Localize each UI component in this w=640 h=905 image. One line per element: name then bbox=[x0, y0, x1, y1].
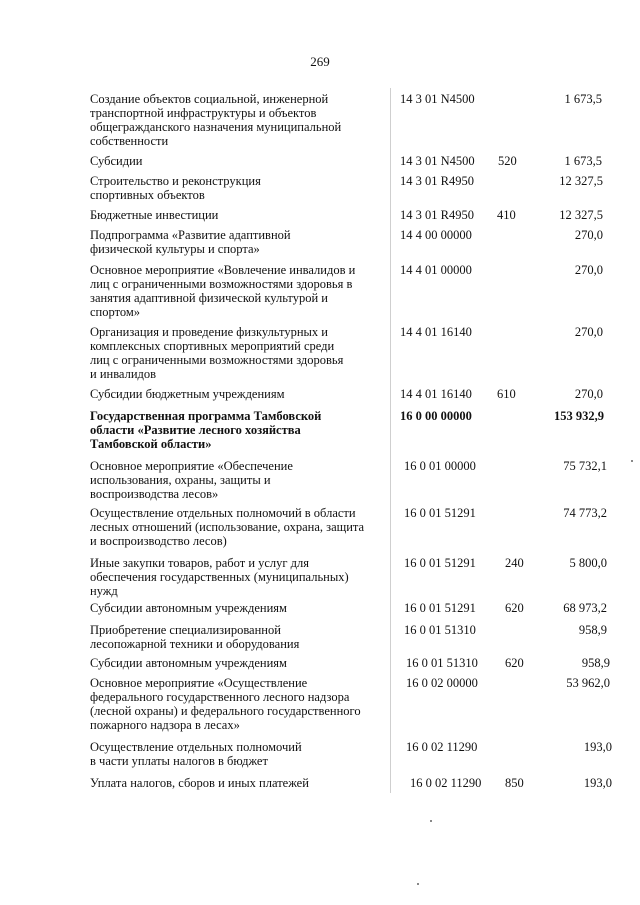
row-target-code: 14 4 01 16140 bbox=[400, 387, 472, 401]
row-name-line: Приобретение специализированной bbox=[90, 623, 281, 637]
row-target-code: 16 0 01 51310 bbox=[406, 656, 478, 670]
row-expense-type: 620 bbox=[505, 656, 524, 670]
row-name bbox=[90, 154, 390, 168]
row-name bbox=[90, 174, 390, 202]
row-name bbox=[90, 228, 390, 256]
row-name bbox=[90, 623, 390, 651]
row-name-line: Основное мероприятие «Вовлечение инвалидов и bbox=[90, 263, 356, 277]
row-amount: 270,0 bbox=[574, 325, 603, 339]
row-name-line: области «Развитие лесного хозяйства bbox=[90, 423, 301, 437]
row-name-line: федерального государственного лесного надзора bbox=[90, 690, 350, 704]
row-target-code: 14 3 01 N4500 bbox=[400, 92, 475, 106]
row-amount: 75 732,1 bbox=[563, 459, 607, 473]
row-amount: 270,0 bbox=[574, 263, 603, 277]
row-amount: 270,0 bbox=[574, 228, 603, 242]
row-amount: 1 673,5 bbox=[564, 92, 602, 106]
row-target-code: 16 0 02 11290 bbox=[406, 740, 478, 754]
row-name-line: Организация и проведение физкультурных и bbox=[90, 325, 328, 339]
row-name-line: лесных отношений (использование, охрана, защита bbox=[90, 520, 365, 534]
row-target-code: 14 3 01 R4950 bbox=[400, 174, 474, 188]
row-amount: 68 973,2 bbox=[563, 601, 607, 615]
row-expense-type: 850 bbox=[505, 776, 524, 790]
row-target-code: 14 3 01 N4500 bbox=[400, 154, 475, 168]
row-name-line: Основное мероприятие «Осуществление bbox=[90, 676, 308, 690]
row-name-line: Основное мероприятие «Обеспечение bbox=[90, 459, 293, 473]
row-amount: 153 932,9 bbox=[554, 409, 604, 423]
row-expense-type: 240 bbox=[505, 556, 524, 570]
row-name-line: Создание объектов социальной, инженерной bbox=[90, 92, 329, 106]
row-amount: 1 673,5 bbox=[564, 154, 602, 168]
row-target-code: 16 0 02 11290 bbox=[410, 776, 482, 790]
row-name bbox=[90, 676, 390, 732]
row-name-line: обеспечения государственных (муниципальных) bbox=[90, 570, 349, 584]
row-target-code: 14 4 00 00000 bbox=[400, 228, 472, 242]
row-name-line: и воспроизводство лесов) bbox=[90, 534, 227, 548]
row-target-code: 16 0 01 51291 bbox=[404, 556, 476, 570]
row-name-line: спортивных объектов bbox=[90, 188, 205, 202]
row-name bbox=[90, 208, 390, 222]
row-expense-type: 620 bbox=[505, 601, 524, 615]
row-name-line: в части уплаты налогов в бюджет bbox=[90, 754, 268, 768]
row-name bbox=[90, 601, 390, 615]
row-amount: 5 800,0 bbox=[569, 556, 607, 570]
row-name-line: физической культуры и спорта» bbox=[90, 242, 260, 256]
row-name-line: Тамбовской области» bbox=[90, 437, 212, 451]
row-name-line: Субсидии автономным учреждениям bbox=[90, 656, 287, 670]
row-name bbox=[90, 325, 390, 381]
row-target-code: 16 0 00 00000 bbox=[400, 409, 472, 423]
row-amount: 193,0 bbox=[583, 776, 612, 790]
row-name-line: Строительство и реконструкция bbox=[90, 174, 261, 188]
row-name-line: лесопожарной техники и оборудования bbox=[90, 637, 300, 651]
row-name-line: Осуществление отдельных полномочий в области bbox=[90, 506, 356, 520]
row-name bbox=[90, 263, 390, 319]
row-amount: 53 962,0 bbox=[566, 676, 610, 690]
row-name bbox=[90, 409, 390, 451]
row-target-code: 14 3 01 R4950 bbox=[400, 208, 474, 222]
column-divider bbox=[390, 88, 391, 793]
row-expense-type: 410 bbox=[497, 208, 516, 222]
row-name-line: (лесной охраны) и федерального государственного bbox=[90, 704, 361, 718]
row-name bbox=[90, 556, 390, 598]
row-name bbox=[90, 92, 390, 148]
row-name-line: Субсидии bbox=[90, 154, 143, 168]
row-amount: 193,0 bbox=[583, 740, 612, 754]
row-target-code: 16 0 02 00000 bbox=[406, 676, 478, 690]
row-name-line: комплексных спортивных мероприятий среди bbox=[90, 339, 335, 353]
row-target-code: 16 0 01 00000 bbox=[404, 459, 476, 473]
row-amount: 12 327,5 bbox=[559, 174, 603, 188]
row-name-line: Государственная программа Тамбовской bbox=[90, 409, 322, 423]
row-name bbox=[90, 506, 390, 548]
row-name-line: лиц с ограниченными возможностями здоровья bbox=[90, 353, 344, 367]
row-name-line: Уплата налогов, сборов и иных платежей bbox=[90, 776, 309, 790]
row-name-line: и инвалидов bbox=[90, 367, 157, 381]
row-name-line: использования, охраны, защиты и bbox=[90, 473, 271, 487]
row-target-code: 16 0 01 51291 bbox=[404, 506, 476, 520]
row-name bbox=[90, 459, 390, 501]
row-name-line: воспроизводства лесов» bbox=[90, 487, 219, 501]
row-name-line: Бюджетные инвестиции bbox=[90, 208, 219, 222]
scan-mark bbox=[430, 820, 432, 822]
row-target-code: 16 0 01 51310 bbox=[404, 623, 476, 637]
row-name-line: Иные закупки товаров, работ и услуг для bbox=[90, 556, 310, 570]
row-target-code: 14 4 01 00000 bbox=[400, 263, 472, 277]
row-name-line: Субсидии автономным учреждениям bbox=[90, 601, 287, 615]
row-name-line: пожарного надзора в лесах» bbox=[90, 718, 240, 732]
row-name-line: собственности bbox=[90, 134, 169, 148]
row-amount: 74 773,2 bbox=[563, 506, 607, 520]
row-name-line: Субсидии бюджетным учреждениям bbox=[90, 387, 285, 401]
row-name-line: занятия адаптивной физической культурой и bbox=[90, 291, 328, 305]
row-name-line: Осуществление отдельных полномочий bbox=[90, 740, 302, 754]
row-name-line: Подпрограмма «Развитие адаптивной bbox=[90, 228, 291, 242]
row-amount: 12 327,5 bbox=[559, 208, 603, 222]
row-target-code: 14 4 01 16140 bbox=[400, 325, 472, 339]
row-name-line: общегражданского назначения муниципальной bbox=[90, 120, 342, 134]
scan-mark bbox=[631, 460, 633, 462]
row-name bbox=[90, 387, 390, 401]
row-name-line: транспортной инфраструктуры и объектов bbox=[90, 106, 317, 120]
row-amount: 958,9 bbox=[581, 656, 610, 670]
row-name-line: спортом» bbox=[90, 305, 141, 319]
row-name-line: лиц с ограниченными возможностями здоровья в bbox=[90, 277, 353, 291]
row-expense-type: 610 bbox=[497, 387, 516, 401]
row-amount: 270,0 bbox=[574, 387, 603, 401]
row-amount: 958,9 bbox=[578, 623, 607, 637]
row-name bbox=[90, 776, 390, 790]
row-name bbox=[90, 656, 390, 670]
page-number: 269 bbox=[310, 54, 330, 69]
row-expense-type: 520 bbox=[498, 154, 517, 168]
row-name-line: нужд bbox=[90, 584, 118, 598]
scan-mark bbox=[417, 883, 419, 885]
row-name bbox=[90, 740, 390, 768]
row-target-code: 16 0 01 51291 bbox=[404, 601, 476, 615]
